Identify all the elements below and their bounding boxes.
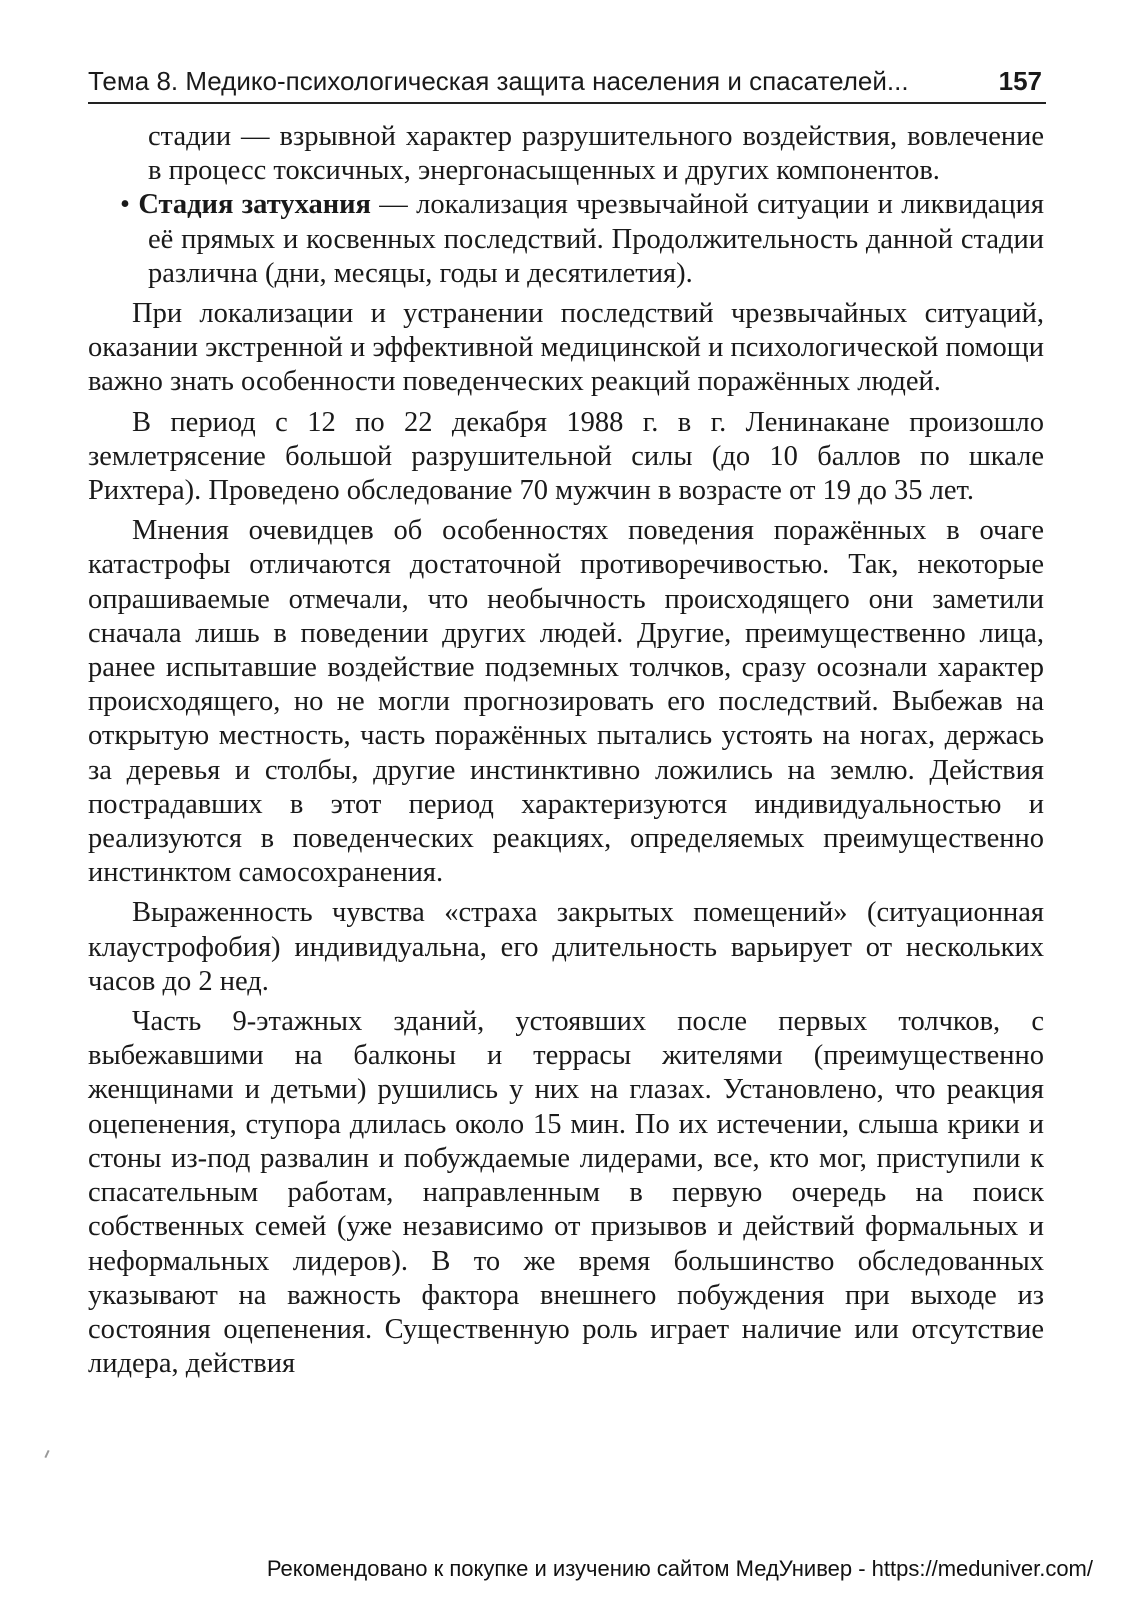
header-title: Тема 8. Медико-психологическая защита населения и спасателей... [88,66,909,96]
bullet-marker: • [120,189,130,221]
margin-mark [44,1450,49,1458]
paragraph-4: Выраженность чувства «страха закрытых помещений» (ситуационная клаустрофобия) индивидуальна, его длительность варьирует от нескольких часов до 2 нед. [88,897,1044,997]
paragraph-2: В период с 12 по 22 декабря 1988 г. в г. Ленинакане произошло землетрясение большой разрушительной силы (до 10 баллов по шкале Рихтера). Проведено обследование 70 мужчин в возрасте от 19 до 35 лет. [88,406,1044,507]
page-number: 157 [998,66,1042,96]
paragraph-5: Часть 9-этажных зданий, устоявших после первых толчков, с выбежавшими на балконы и террасы жителями (преимущественно женщинами и детьми) рушились у них на глазах. Установлено, что реакция оцепенения, ступора длилась около 15 мин. По их истечении, слыша крики и стоны из-под развалин и побуждаемые лидерами, все, кто мог, приступили к спасательным работам, направленным в первую очередь на поиск собственных семей (уже независимо от призывов и действий формальных и неформальных лидеров). В то же время большинство обследованных указывают на важность фактора внешнего побуждения при выходе из состояния оцепенения. Существенную роль играет наличие или отсутствие лидера, действия [88,1006,1044,1380]
running-header [88,64,1046,104]
paragraph-1: При локализации и устранении последствий чрезвычайных ситуаций, оказании экстренной и эффективной медицинской и психологической помощи важно знать особенности поведенческих реакций поражённых людей. [88,298,1044,398]
continuation-paragraph: стадии — взрывной характер разрушительного воздействия, вовлечение в процесс токсичных, энергонасыщенных и других компонентов. [148,121,1044,187]
bullet-term: Стадия затухания [138,189,371,221]
body-text [88,120,1044,1381]
bullet-text: — локализация чрезвычайной ситуации и ликвидация её прямых и косвенных последствий. Продолжительность данной стадии различна (дни, месяцы, годы и десятилетия). [148,189,1044,289]
bullet-item-damping-stage [88,188,1044,291]
paragraph-3: Мнения очевидцев об особенностях поведения поражённых в очаге катастрофы отличаются достаточной противоречивостью. Так, некоторые опрашиваемые отмечали, что необычность происходящего они заметили сначала лишь в поведении других людей. Другие, преимущественно лица, ранее испытавшие воздействие подземных толчков, сразу осознали характер происходящего, но не могли прогнозировать его последствий. Выбежав на открытую местность, часть поражённых пытались устоять на ногах, держась за деревья и столбы, другие инстинктивно ложились на землю. Действия пострадавших в этот период характеризуются индивидуальностью и реализуются в поведенческих реакциях, определяемых преимущественно инстинктом самосохранения. [88,515,1044,889]
footer-recommendation: Рекомендовано к покупке и изучению сайтом МедУнивер - https://meduniver.com/ [266,1556,1093,1581]
